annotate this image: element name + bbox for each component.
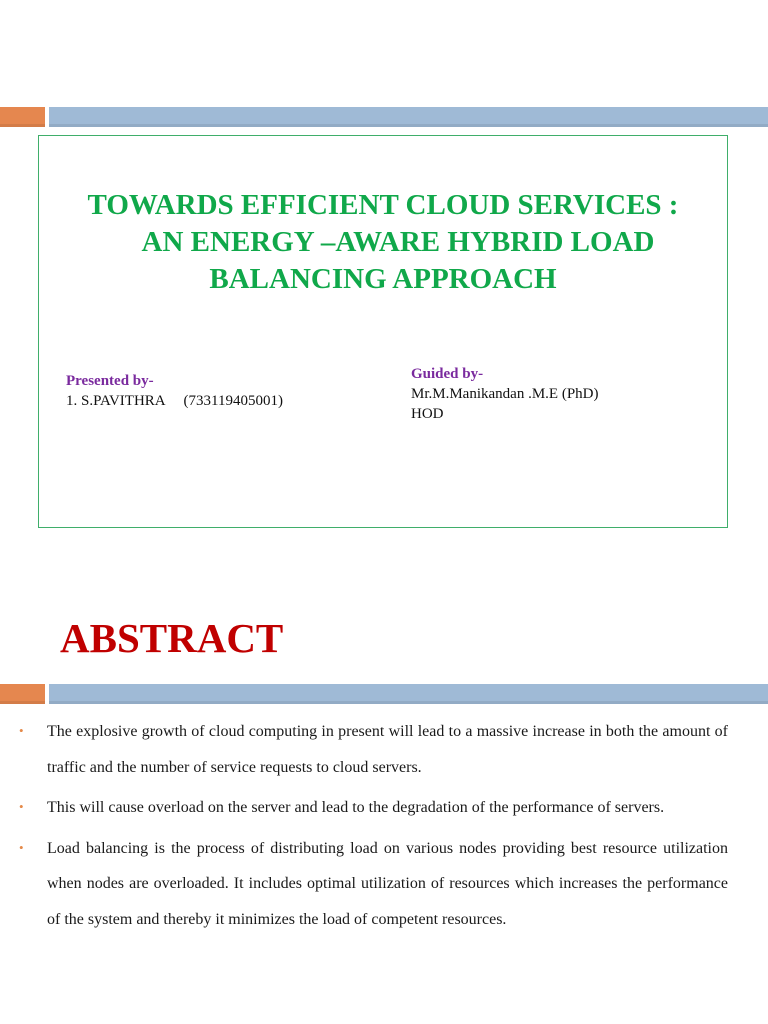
title-line: TOWARDS EFFICIENT CLOUD SERVICES :	[87, 189, 679, 221]
bullet-item	[0, 714, 768, 785]
header-bar-orange-segment	[0, 684, 45, 704]
guide-block	[411, 364, 599, 424]
header-bar-orange-segment	[0, 107, 45, 127]
abstract-bullet-list	[0, 714, 768, 937]
bullet-dot-icon: •	[19, 723, 24, 738]
slide-title	[39, 187, 727, 298]
title-line: BALANCING APPROACH	[209, 263, 557, 295]
abstract-heading: ABSTRACT	[60, 615, 284, 661]
bullet-text: This will cause overload on the server and lead to the degradation of the performance of servers.	[47, 799, 665, 816]
guide-name: Mr.M.Manikandan .M.E (PhD)	[411, 386, 599, 402]
bullet-text: Load balancing is the process of distributing load on various nodes providing best resource utilization when nodes are overloaded. It includes optimal utilization of resources which increases the performance of the system and thereby it minimizes the load of competent resources.	[47, 839, 728, 928]
guide-designation: HOD	[411, 406, 444, 422]
bullet-dot-icon: •	[19, 839, 24, 855]
bullet-item	[0, 790, 768, 826]
title-line: AN ENERGY –AWARE HYBRID LOAD	[141, 226, 655, 258]
bullet-dot-icon: •	[19, 799, 24, 814]
presenter-block	[66, 371, 283, 411]
bullet-text: The explosive growth of cloud computing in present will lead to a massive increase in both the amount of traffic and the number of service requests to cloud servers.	[47, 723, 728, 776]
title-box	[38, 135, 728, 528]
presenter-name: 1. S.PAVITHRA (733119405001)	[66, 393, 283, 409]
guided-by-label: Guided by-	[411, 366, 484, 382]
slide-header-bar	[0, 107, 768, 127]
presented-by-label: Presented by-	[66, 373, 154, 389]
bullet-item	[0, 831, 768, 938]
header-bar-blue-segment	[49, 684, 768, 704]
header-bar-blue-segment	[49, 107, 768, 127]
slide-header-bar	[0, 684, 768, 704]
